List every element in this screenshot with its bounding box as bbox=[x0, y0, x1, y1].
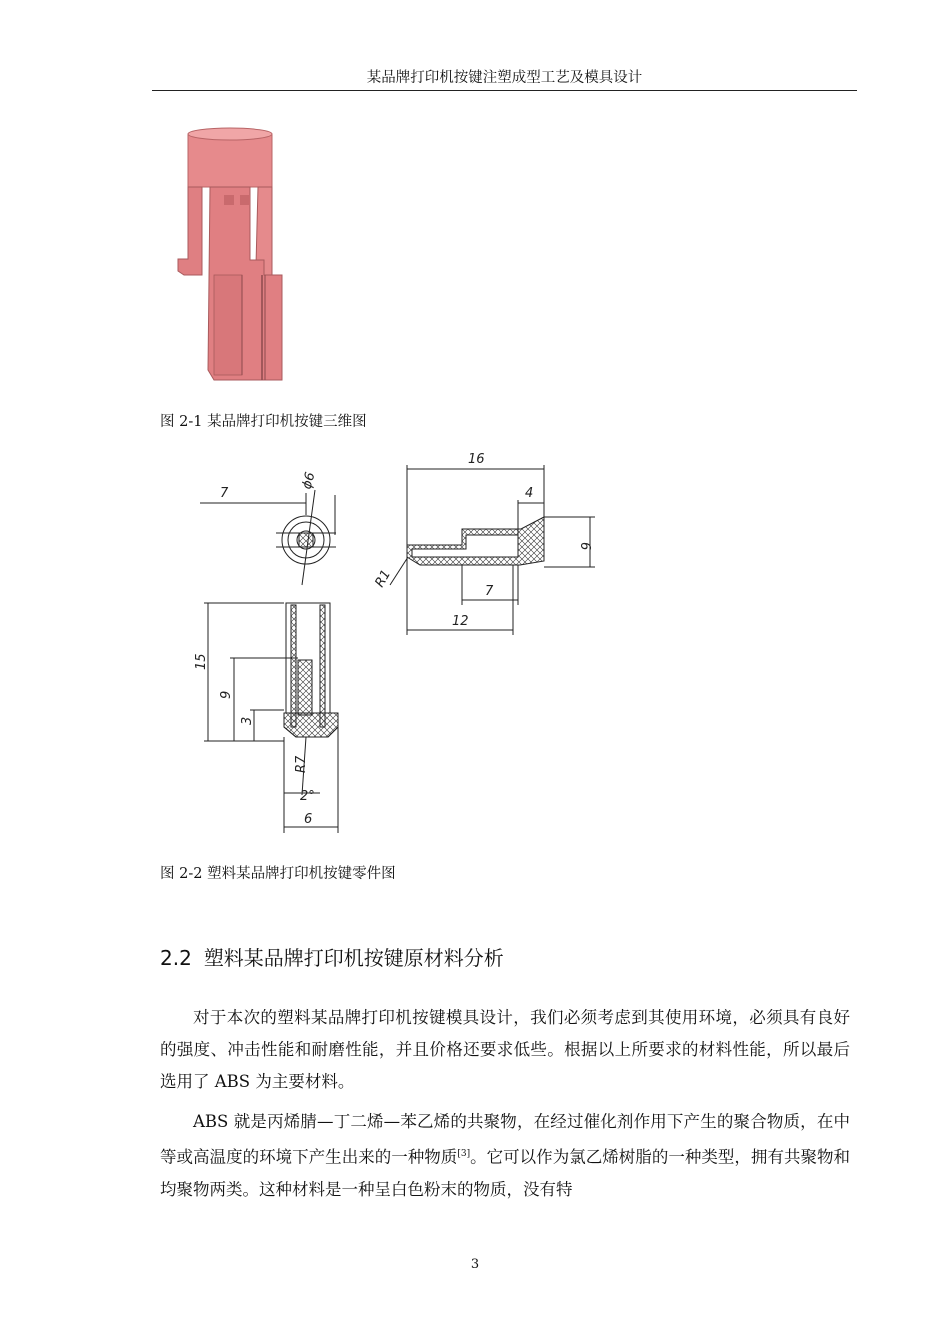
figure-3d-render bbox=[170, 125, 300, 387]
dim-7-top: 7 bbox=[220, 486, 229, 501]
figure-2-2-caption: 图 2-2 塑料某品牌打印机按键零件图 bbox=[160, 866, 396, 882]
dim-6-bottom: 6 bbox=[304, 812, 313, 827]
dim-3: 3 bbox=[240, 716, 255, 725]
section-number: 2.2 bbox=[160, 946, 192, 970]
dim-7-bottom: 7 bbox=[485, 584, 494, 599]
citation-ref: [3] bbox=[457, 1149, 471, 1159]
paragraph-1: 对于本次的塑料某品牌打印机按键模具设计，我们必须考虑到其使用环境，必须具有良好的强度、冲击性能和耐磨性能，并且价格还要求低些。根据以上所要求的材料性能，所以最后选用了 ABS 为主要材料。 bbox=[160, 1008, 850, 1091]
dim-phi6: ϕ6 bbox=[299, 470, 319, 491]
figure-part-drawing bbox=[180, 445, 610, 840]
section-title: 塑料某品牌打印机按键原材料分析 bbox=[203, 946, 504, 970]
dim-6-right: 6 bbox=[577, 542, 592, 551]
paragraph-2-part-b: 。它可以作为氯乙烯树脂的一种类型，拥有共聚物和均聚物两类。这种材料是一种呈白色粉末的物质，没有特 bbox=[160, 1147, 851, 1199]
paragraph-2-part-a: ABS 就是丙烯腈—丁二烯—苯乙烯的共聚物，在经过催化剂作用下产生的聚合物质，在中等或高温度的环境下产生出来的一种物质 bbox=[160, 1112, 850, 1167]
section-heading bbox=[160, 942, 504, 971]
dim-9: 9 bbox=[219, 690, 234, 699]
dim-angle-2: 2° bbox=[300, 789, 315, 804]
dim-4: 4 bbox=[525, 486, 534, 501]
dim-15: 15 bbox=[194, 653, 209, 670]
running-header bbox=[152, 66, 857, 91]
dim-12: 12 bbox=[452, 614, 469, 629]
dim-r1: R1 bbox=[372, 567, 395, 590]
header-title: 某品牌打印机按键注塑成型工艺及模具设计 bbox=[366, 70, 643, 86]
dim-r7: R7 bbox=[294, 755, 309, 773]
page-number: 3 bbox=[470, 1257, 480, 1272]
paragraph-2 bbox=[160, 1106, 850, 1206]
figure-2-1-caption: 图 2-1 某品牌打印机按键三维图 bbox=[160, 414, 367, 430]
dim-16: 16 bbox=[468, 452, 485, 467]
